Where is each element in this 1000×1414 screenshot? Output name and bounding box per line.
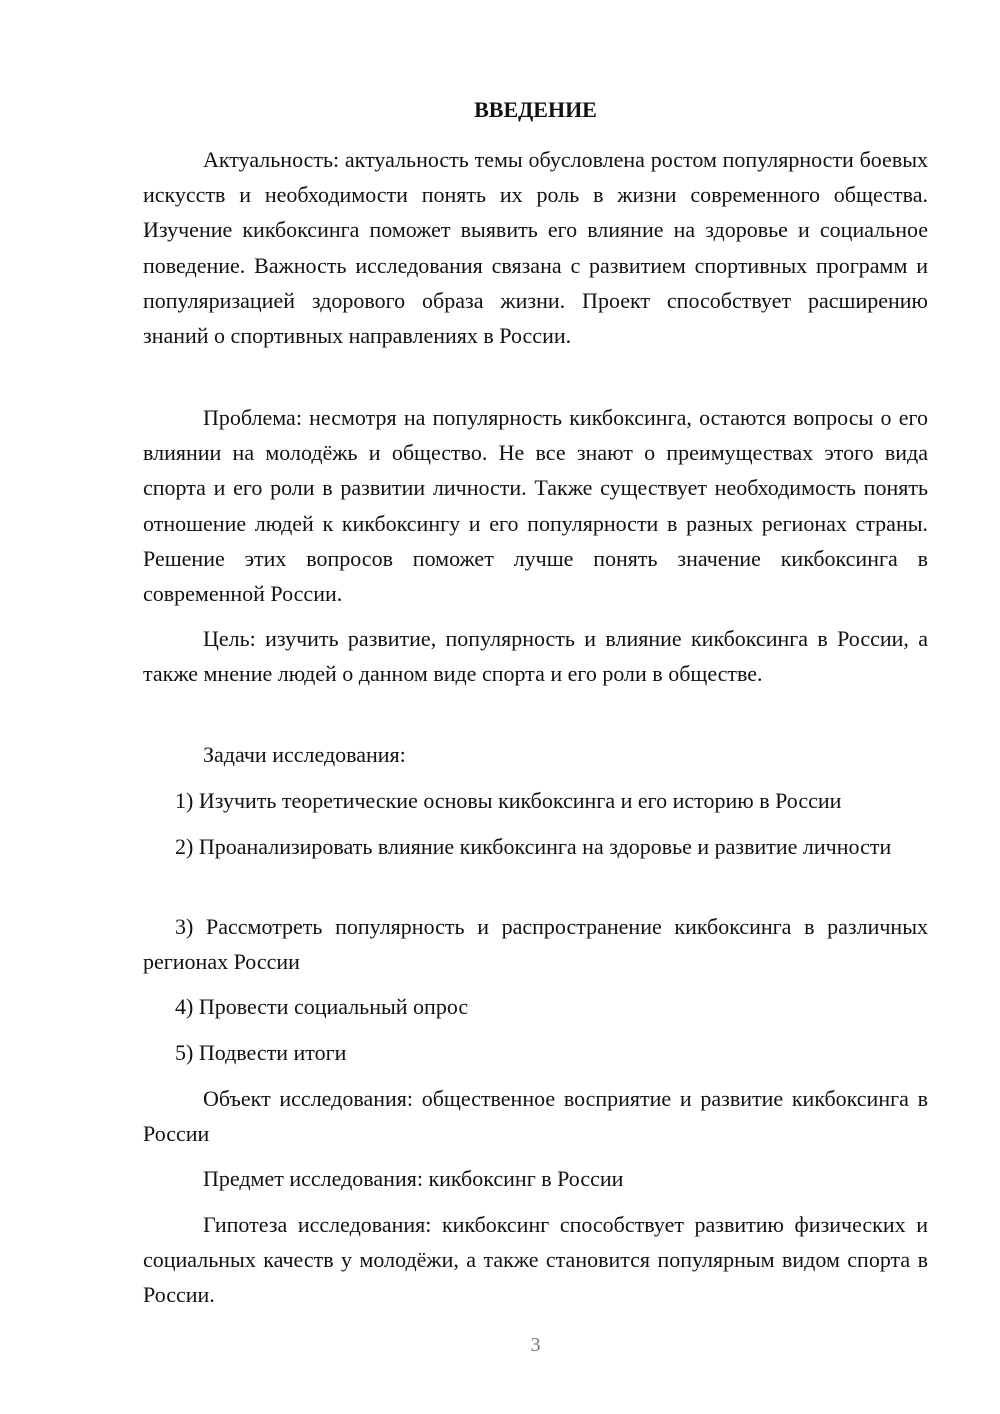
paragraph-goal: Цель: изучить развитие, популярность и влияние кикбоксинга в России, а также мнение людей о данном виде спорта и его роли в обществе. [143,626,928,687]
task-item-3: 3) Рассмотреть популярность и распространение кикбоксинга в различных регионах России [143,914,928,975]
page-title: ВВЕДЕНИЕ [474,97,597,122]
task-item-2: 2) Проанализировать влияние кикбоксинга на здоровье и развитие личности [175,834,892,859]
paragraph-problem: Проблема: несмотря на популярность кикбоксинга, остаются вопросы о его влиянии на молодёжь и общество. Не все знают о преимуществах этого вида спорта и его роли в развитии личности. Также существует необходимость понять отношение людей к кикбоксингу и его популярности в разных регионах страны. Решение этих вопросов поможет лучше понять значение кикбоксинга в современной России. [143,405,928,607]
task-item-1: 1) Изучить теоретические основы кикбоксинга и его историю в России [175,788,842,813]
research-object: Объект исследования: общественное восприятие и развитие кикбоксинга в России [143,1086,928,1147]
tasks-heading: Задачи исследования: [203,742,406,767]
research-subject: Предмет исследования: кикбоксинг в России [203,1166,624,1191]
research-hypothesis: Гипотеза исследования: кикбоксинг способствует развитию физических и социальных качеств у молодёжи, а также становится популярным видом спорта в России. [143,1212,928,1308]
page-number: 3 [530,1334,541,1356]
task-item-4: 4) Провести социальный опрос [175,994,469,1019]
paragraph-relevance: Актуальность: актуальность темы обусловлена ростом популярности боевых искусств и необходимости понять их роль в жизни современного общества. Изучение кикбоксинга поможет выявить его влияние на здоровье и социальное поведение. Важность исследования связана с развитием спортивных программ и популяризацией здорового образа жизни. Проект способствует расширению знаний о спортивных направлениях в России. [143,147,928,349]
task-item-5: 5) Подвести итоги [175,1040,347,1065]
